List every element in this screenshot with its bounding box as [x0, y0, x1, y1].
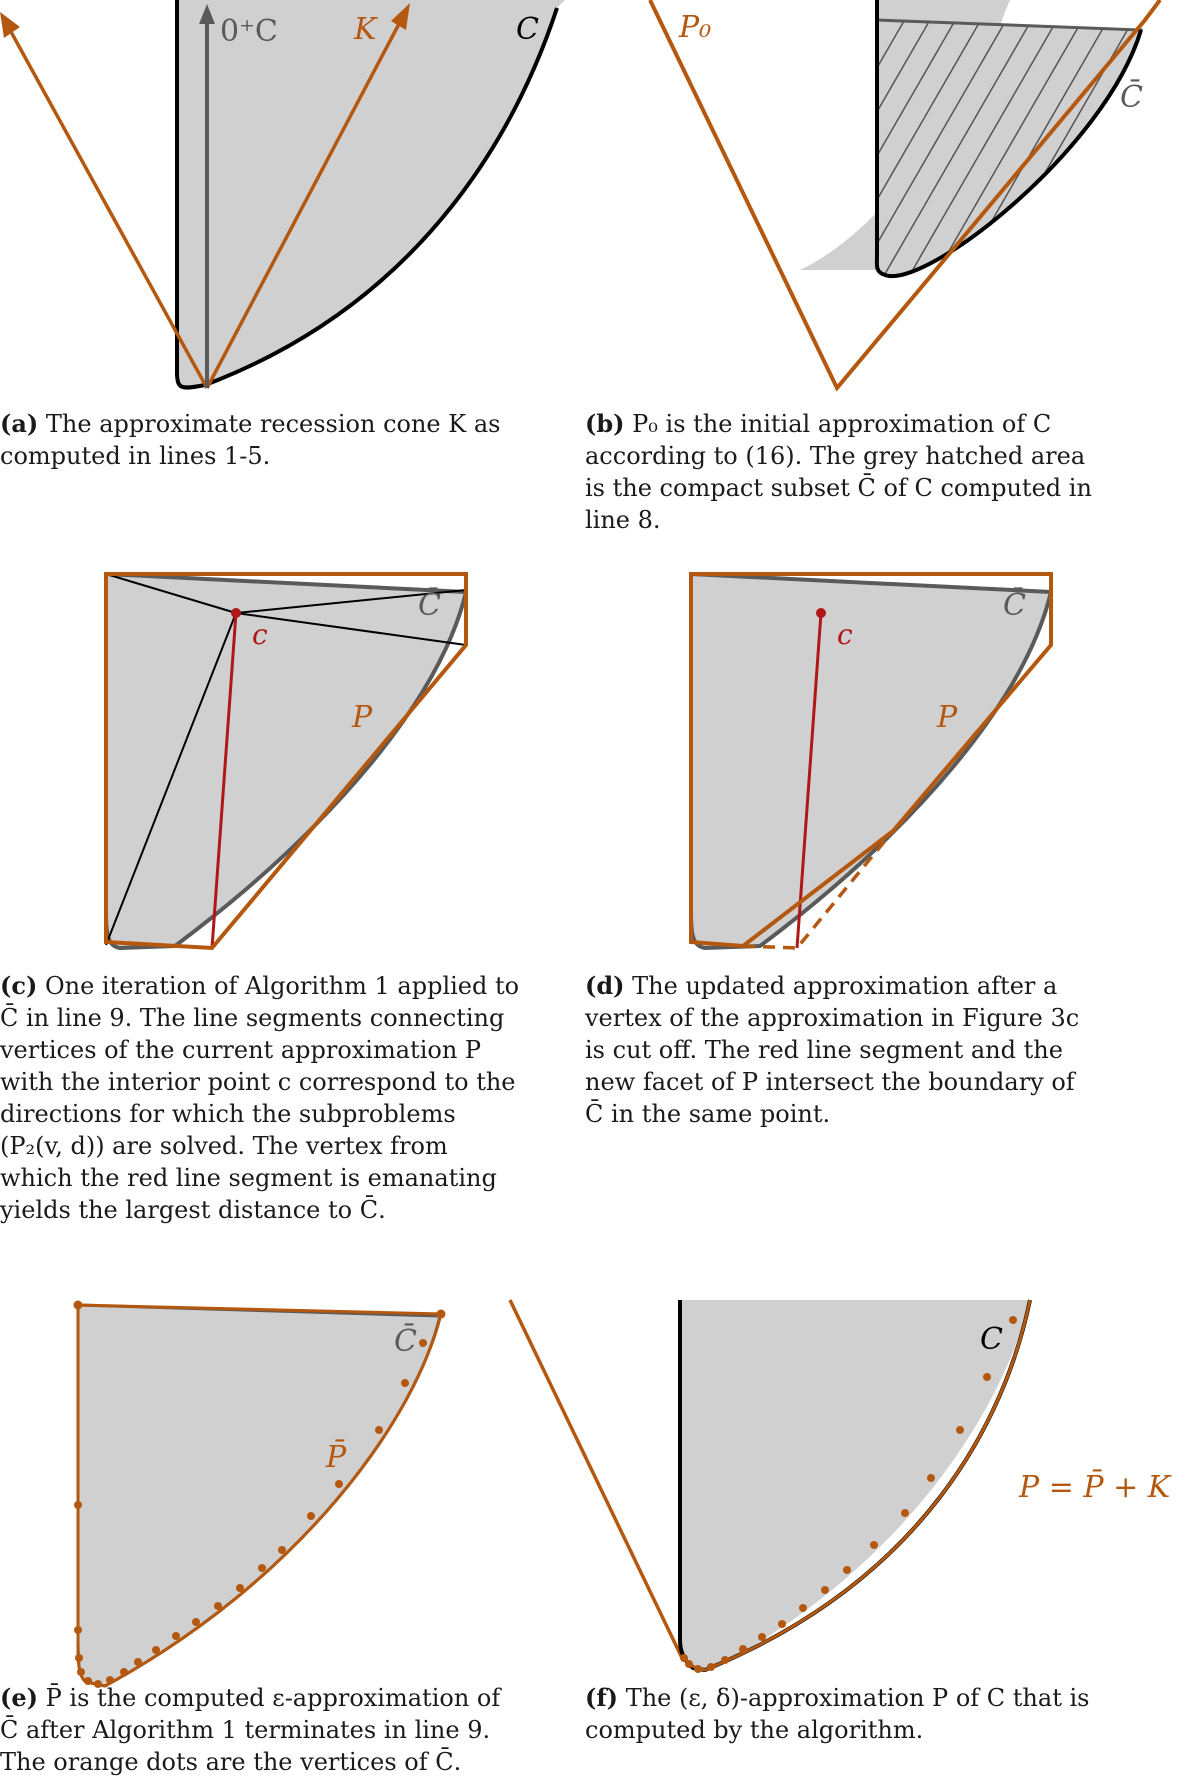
- interior-point-c: [231, 608, 241, 618]
- caption-a-text: The approximate recession cone K as computed in lines 1-5.: [0, 410, 501, 470]
- c-label: c: [252, 618, 268, 651]
- set-C-label: C: [516, 12, 539, 47]
- panel-c: [0, 570, 560, 1260]
- caption-a-tag: (a): [0, 409, 39, 438]
- c-label: c: [837, 618, 853, 651]
- panel-f: [585, 1300, 1200, 1785]
- caption-f: [585, 1682, 1100, 1746]
- Cbar-label: C̄: [418, 588, 441, 623]
- cone-K-label: K: [354, 12, 377, 47]
- caption-d-tag: (d): [585, 971, 625, 1000]
- P-label: P: [352, 700, 373, 735]
- caption-a: [0, 408, 530, 472]
- Cbar-label: C̄: [1003, 588, 1026, 623]
- caption-e-tag: (e): [0, 1683, 38, 1712]
- compact-subset-Cbar: [877, 20, 1141, 276]
- caption-f-text: The (ε, δ)-approximation P of C that is computed by the algorithm.: [585, 1684, 1090, 1744]
- caption-f-tag: (f): [585, 1683, 619, 1712]
- caption-c-text: One iteration of Algorithm 1 applied to C̄ in line 9. The line segments connecting vertices of the current approximation P with the interior point c correspond to the directions for which the subproblems (P₂(v, d)) are solved. The vertex from which the red line segment is emanating yields the largest distance to C̄.: [0, 972, 520, 1224]
- P-label: P: [937, 700, 958, 735]
- caption-b-tag: (b): [585, 409, 625, 438]
- compact-subset-Cbar: [106, 574, 466, 948]
- panel-b: [585, 0, 1200, 540]
- panel-b-figure: [585, 0, 1200, 400]
- panel-c-figure: [0, 570, 560, 970]
- panel-a: [0, 0, 560, 470]
- caption-d-text: The updated approximation after a vertex of the approximation in Figure 3c is cut off. The red line segment and the new facet of P intersect the boundary of C̄ in the same point.: [585, 972, 1080, 1128]
- set-C-label: C: [980, 1322, 1003, 1357]
- panel-a-figure: [0, 0, 560, 400]
- panel-e-figure: [0, 1300, 560, 1700]
- interior-point-c: [816, 608, 826, 618]
- caption-c: [0, 970, 525, 1226]
- caption-b-text: P₀ is the initial approximation of C according to (16). The grey hatched area is the compact subset C̄ of C computed in line 8.: [585, 410, 1092, 534]
- panel-d: [585, 570, 1200, 1130]
- compact-subset-Cbar: [691, 574, 1051, 948]
- panel-d-figure: [585, 570, 1200, 970]
- Cbar-label: C̄: [394, 1324, 417, 1359]
- caption-e: [0, 1682, 525, 1778]
- Cbar-label: C̄: [1120, 80, 1143, 115]
- recession-cone-label: 0⁺C: [220, 14, 278, 49]
- caption-c-tag: (c): [0, 971, 38, 1000]
- cone-K-left-arrowhead: [0, 12, 20, 38]
- caption-d: [585, 970, 1100, 1130]
- panel-e: [0, 1300, 560, 1785]
- P-equation-label: P = P̄ + K: [1019, 1470, 1171, 1505]
- caption-b: [585, 408, 1100, 536]
- compact-subset-Cbar: [78, 1305, 440, 1686]
- Pbar-label: P̄: [326, 1440, 347, 1475]
- caption-e-text: P̄ is the computed ε-approximation of C̄ after Algorithm 1 terminates in line 9. The orange dots are the vertices of C̄.: [0, 1684, 501, 1776]
- set-C-region: [680, 1300, 1030, 1668]
- P0-label: P₀: [679, 10, 712, 45]
